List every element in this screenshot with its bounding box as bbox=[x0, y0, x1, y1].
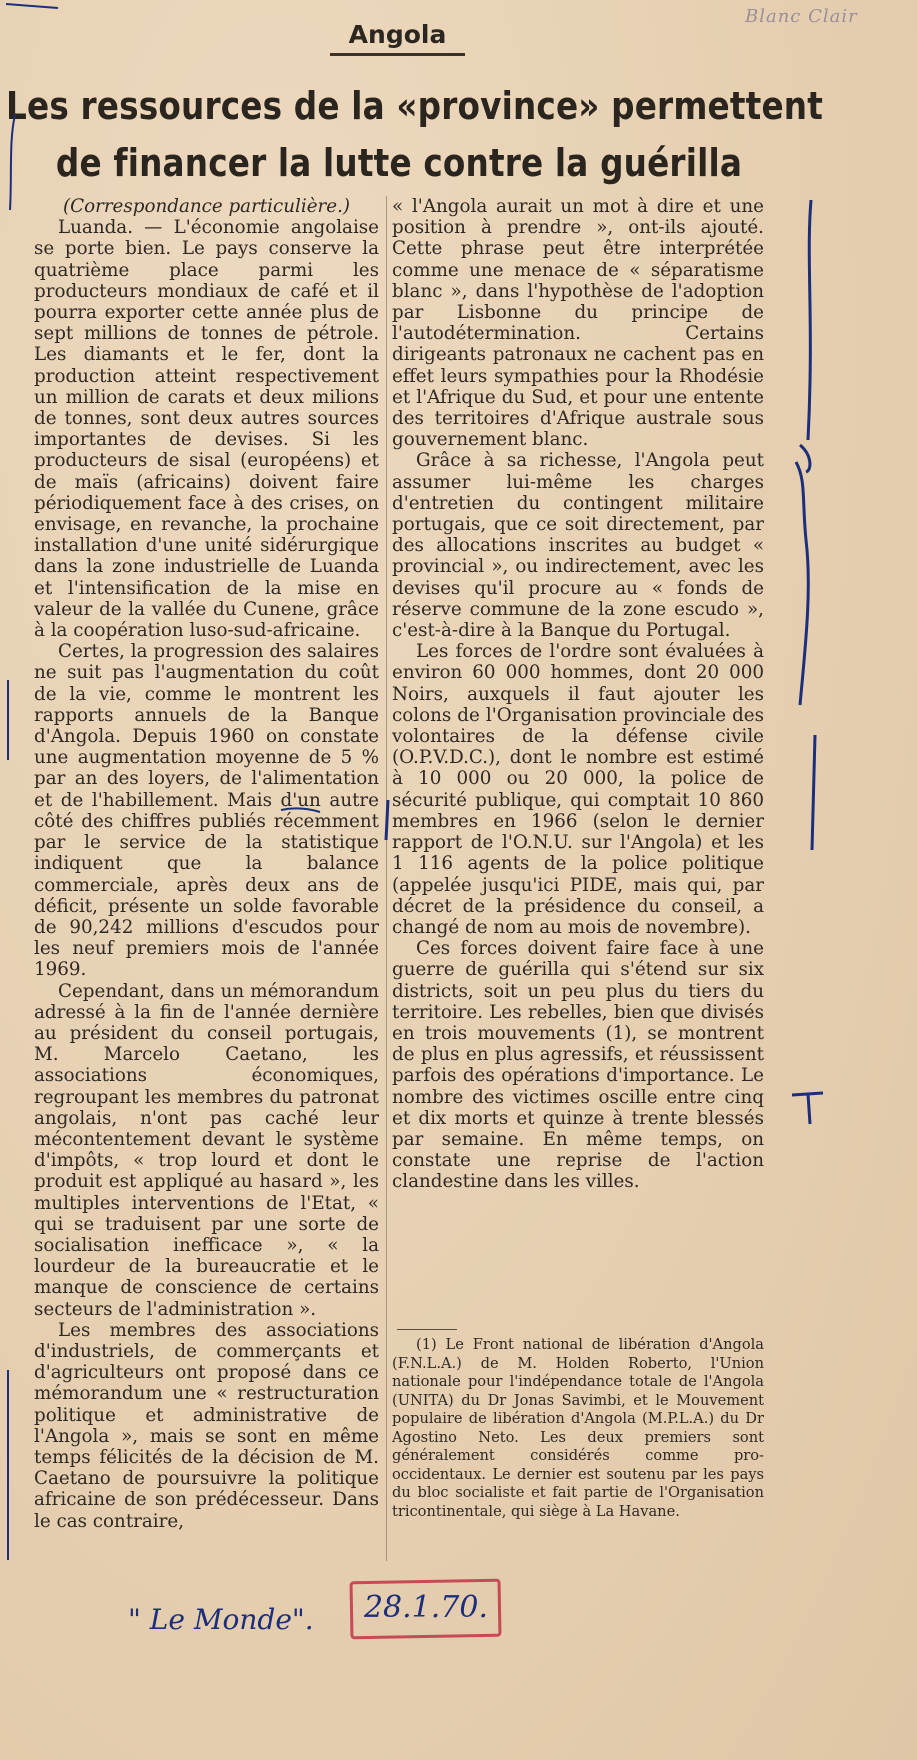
right-margin-bracket bbox=[808, 200, 811, 440]
article-paragraph: Les membres des associations d'industriels, de commerçants et d'agriculteurs ont proposé dans ce mémorandum une « restructuration politique et administrative de l'Angola », mais se sont en même temps félicités de la décision de M. Caetano de poursuivre la politique africaine de son prédécesseur. Dans le cas contraire, bbox=[34, 1319, 379, 1532]
article-paragraph: Luanda. — L'économie angolaise se porte bien. Le pays conserve la quatrième place parmi les producteurs mondiaux de café et il pourra exporter cette année plus de sept millions de tonnes de pétrole. Les diamants et le fer, dont la production atteint respectivement un million de carats et deux milions de tonnes, sont deux autres sources importantes de devises. Si les producteurs de sisal (européens) et de maïs (africains) doivent faire périodiquement face à des crises, on envisage, en revanche, la prochaine installation d'une unité sidérurgique dans la zone industrielle de Luanda et l'intensification de la mise en valeur de la vallée du Cunene, grâce à la coopération luso-sud-africaine. bbox=[34, 217, 379, 642]
handwritten-source: " Le Monde". bbox=[128, 1603, 314, 1636]
section-label: Angola bbox=[348, 20, 447, 49]
t-mark bbox=[792, 1093, 823, 1124]
strikethrough-mark bbox=[281, 808, 320, 812]
handwritten-note-top: Blanc Clair bbox=[745, 6, 858, 27]
article-paragraph: Grâce à sa richesse, l'Angola peut assumer lui-même les charges d'entretien du contingent militaire portugais, que ce soit directement, par des allocations inscrites au budget « provincial », ou indirectement, avec les devises qu'il procure au « fonds de réserve commune de la zone escudo », c'est-à-dire à la Banque du Portugal. bbox=[392, 450, 764, 642]
headline-line-2: de financer la lutte contre la guérilla bbox=[55, 141, 743, 185]
article-paragraph: Cependant, dans un mémorandum adressé à la fin de l'année dernière au président du conseil portugais, M. Marcelo Caetano, les associations économiques, regroupant les membres du patronat angolais, n'ont pas caché leur mécontentement devant le système d'impôts, « trop lourd et dont le produit est appliqué au hasard », les multiples interventions de l'Etat, « qui se traduisent par une sorte de socialisation inefficace », « la lourdeur de la bureaucratie et le manque de conscience de certains secteurs de l'administration ». bbox=[34, 980, 379, 1320]
right-margin-bar bbox=[812, 735, 815, 850]
article-paragraph: Certes, la progression des salaires ne suit pas l'augmentation du coût de la vie, comme le montrent les rapports annuels de la Banque d'Angola. Depuis 1960 on constate une augmentation moyenne de 5 % par an des loyers, de l'alimentation et de l'habillement. Mais d'un autre côté des chiffres publiés récemment par le service de la statistique indiquent que la balance commerciale, après deux ans de déficit, présente un solde favorable de 90,242 millions d'escudos pour les neuf premiers mois de l'année 1969. bbox=[34, 641, 379, 981]
headline-line-1: Les ressources de la «province» permettent bbox=[6, 84, 824, 128]
headline-margin-mark bbox=[10, 115, 15, 210]
top-corner-stroke bbox=[6, 4, 58, 8]
byline: (Correspondance particulière.) bbox=[62, 196, 351, 217]
right-margin-bracket bbox=[800, 445, 810, 472]
footnote-text: (1) Le Front national de libération d'Angola (F.N.L.A.) de M. Holden Roberto, l'Union nationale pour l'indépendance totale de l'Angola (UNITA) du Dr Jonas Savimbi, et le Mouvement populaire de libération d'Angola (M.P.L.A.) du Dr Agostino Neto. Les deux premiers sont généralement considérés comme pro-occidentaux. Le dernier est soutenu par les pays du bloc socialiste et fait partie de l'Organisation tricontinentale, qui siège à La Havane. bbox=[392, 1336, 764, 1520]
center-margin-mark bbox=[386, 800, 388, 840]
article-paragraph: Ces forces doivent faire face à une guerre de guérilla qui s'étend sur six districts, soit un peu plus du tiers du territoire. Les rebelles, bien que divisés en trois mouvements (1), se montrent de plus en plus agressifs, et réussissent parfois des opérations d'importance. Le nombre des victimes oscille entre cinq et dix morts et quinze à trente blessés par semaine. En même temps, on constate une reprise de l'action clandestine dans les villes. bbox=[392, 938, 764, 1193]
article-paragraph: Les forces de l'ordre sont évaluées à environ 60 000 hommes, dont 20 000 Noirs, auxquels il faut ajouter les colons de l'Organisation provinciale des volontaires de la défense civile (O.P.V.D.C.), dont le nombre est estimé à 10 000 ou 20 000, la police de sécurité publique, qui comptait 10 860 membres en 1966 (selon le dernier rapport de l'O.N.U. sur l'Angola) et les 1 116 agents de la police politique (appelée jusqu'ici PIDE, mais qui, par décret de la présidence du conseil, a changé de nom au mois de novembre). bbox=[392, 641, 764, 938]
article-paragraph: « l'Angola aurait un mot à dire et une position à prendre », ont-ils ajouté. Cette phrase peut être interprétée comme une menace de « séparatisme blanc », dans l'hypothèse de l'adoption par Lisbonne du principe de l'autodétermination. Certains dirigeants patronaux ne cachent pas en effet leurs sympathies pour la Rhodésie et l'Afrique du Sud, et pour une entente des territoires d'Afrique australe sous gouvernement blanc. bbox=[392, 196, 764, 451]
handwritten-date: 28.1.70. bbox=[363, 1590, 489, 1625]
right-margin-bracket bbox=[796, 462, 808, 705]
